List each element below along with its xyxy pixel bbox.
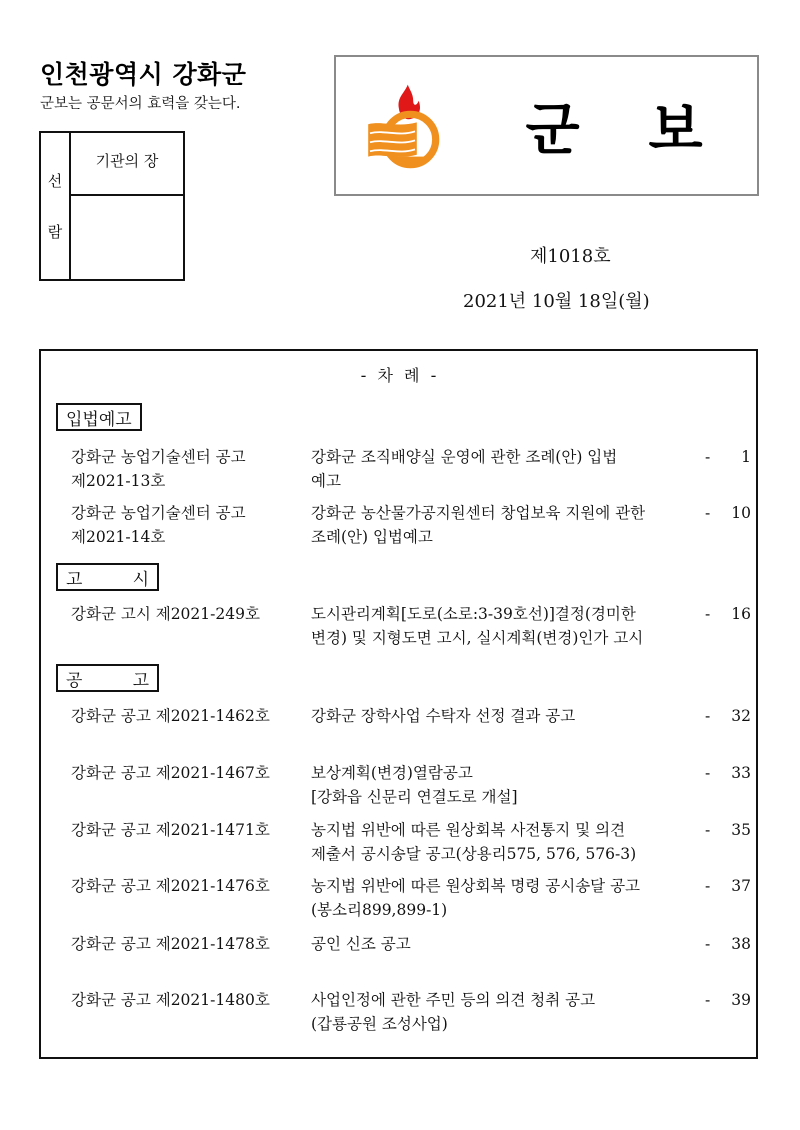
entry-desc: 강화군 장학사업 수탁자 선정 결과 공고 [311,707,576,725]
entry-dash: - [705,605,711,623]
entry-desc-cont: 변경) 및 지형도면 고시, 실시계획(변경)인가 고시 [311,629,644,647]
entry-desc: 농지법 위반에 따른 원상회복 명령 공시송달 공고 [311,877,641,895]
entry-source: 강화군 공고 제2021-1476호 [71,877,270,895]
masthead-title-char-2: 보 [648,97,703,163]
issue-number: 제1018호 [530,246,611,267]
entry-desc: 보상계획(변경)열람공고 [311,764,473,782]
table-of-contents [39,349,758,1059]
entry-page: 39 [731,991,751,1009]
gazette-subtitle: 군보는 공문서의 효력을 갖는다. [40,96,241,112]
ganghwa-emblem-icon [361,81,451,171]
entry-source-no: 제2021-14호 [71,528,166,546]
masthead-title-char-1: 군 [525,97,580,163]
approval-box [39,131,185,281]
entry-desc-cont: [강화읍 신문리 연결도로 개설] [311,788,518,806]
entry-desc: 강화군 조직배양실 운영에 관한 조례(안) 입법 [311,448,618,466]
entry-source-no: 제2021-13호 [71,472,166,490]
section-title-announcement [56,664,159,692]
approval-label-bottom: 람 [47,223,63,241]
city-title: 인천광역시 강화군 [40,60,247,89]
entry-dash: - [705,504,711,522]
entry-page: 16 [731,605,751,623]
section-title-part: 시 [132,569,149,590]
entry-source: 강화군 농업기술센터 공고 [71,504,246,522]
entry-desc-cont: 예고 [311,472,341,490]
section-title-part: 고 [66,569,83,590]
approval-sign-cell [71,196,183,279]
entry-dash: - [705,821,711,839]
entry-source: 강화군 공고 제2021-1467호 [71,764,270,782]
entry-desc-cont: (갑룡공원 조성사업) [311,1015,448,1033]
entry-source: 강화군 공고 제2021-1471호 [71,821,270,839]
section-title-part: 고 [132,670,149,691]
entry-page: 37 [731,877,751,895]
entry-source: 강화군 고시 제2021-249호 [71,605,260,623]
approval-side-label [41,133,71,279]
entry-dash: - [705,991,711,1009]
entry-dash: - [705,707,711,725]
entry-desc-cont: 조례(안) 입법예고 [311,528,433,546]
approval-head-label: 기관의 장 [71,133,183,196]
entry-dash: - [705,935,711,953]
entry-dash: - [705,764,711,782]
entry-desc-cont: (봉소리899,899-1) [311,901,448,919]
entry-desc: 사업인정에 관한 주민 등의 의견 청취 공고 [311,991,596,1009]
toc-heading: - 차 례 - [360,366,437,385]
entry-desc-cont: 제출서 공시송달 공고(상용리575, 576, 576-3) [311,845,637,863]
entry-desc: 농지법 위반에 따른 원상회복 사전통지 및 의견 [311,821,626,839]
entry-dash: - [705,877,711,895]
section-title-notification [56,563,159,591]
entry-page: 38 [731,935,751,953]
issue-date: 2021년 10월 18일(월) [463,291,650,312]
masthead [334,55,759,196]
approval-label-top: 선 [47,172,63,190]
entry-desc: 도시관리계획[도로(소로:3-39호선)]결정(경미한 [311,605,636,623]
entry-page: 35 [731,821,751,839]
masthead-title [451,86,757,166]
entry-desc: 공인 신조 공고 [311,935,411,953]
section-title-legislative-notice: 입법예고 [56,403,142,431]
entry-source: 강화군 공고 제2021-1462호 [71,707,270,725]
entry-source: 강화군 공고 제2021-1480호 [71,991,270,1009]
entry-page: 32 [731,707,751,725]
section-title-part: 공 [66,670,83,691]
entry-source: 강화군 공고 제2021-1478호 [71,935,270,953]
entry-desc: 강화군 농산물가공지원센터 창업보육 지원에 관한 [311,504,646,522]
entry-page: 10 [731,504,751,522]
entry-page: 1 [741,448,751,466]
entry-page: 33 [731,764,751,782]
entry-source: 강화군 농업기술센터 공고 [71,448,246,466]
entry-dash: - [705,448,711,466]
